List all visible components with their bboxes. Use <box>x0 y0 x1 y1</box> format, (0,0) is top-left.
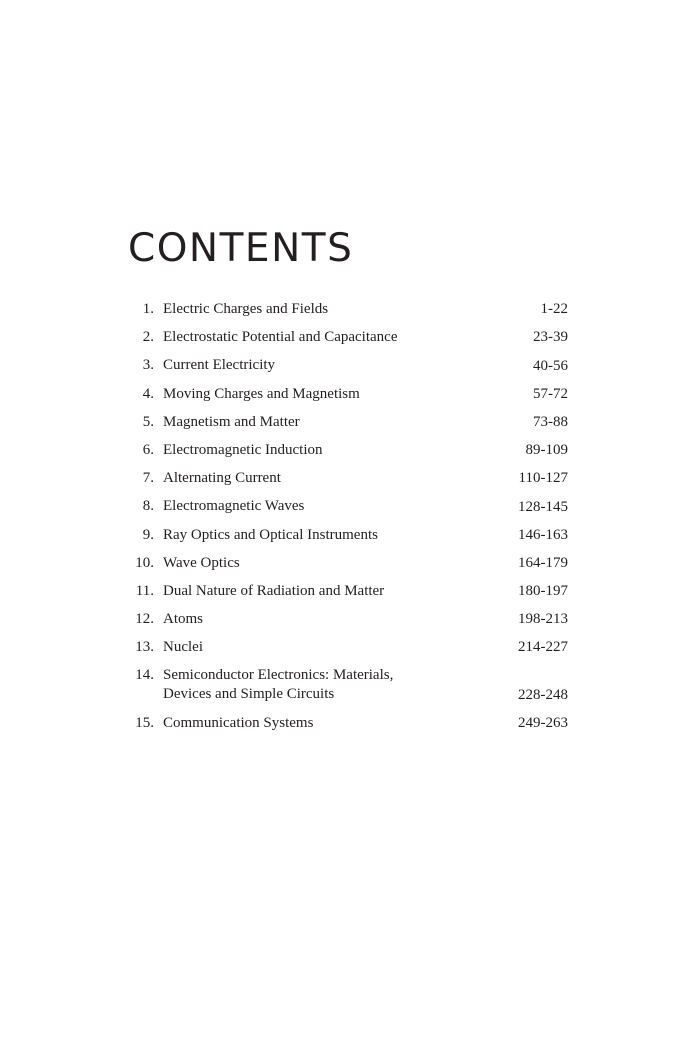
chapter-title: Magnetism and Matter <box>163 413 300 430</box>
chapter-number: 15. <box>135 714 154 731</box>
chapter-title <box>154 661 498 704</box>
page-range: 73-88 <box>533 413 568 430</box>
toc-entry-4[interactable] <box>128 380 568 408</box>
page-range: 228-248 <box>518 686 568 703</box>
toc-entry-6[interactable] <box>128 436 568 464</box>
chapter-number: 2. <box>142 329 154 346</box>
page-range: 249-263 <box>518 715 568 732</box>
page-range: 128-145 <box>518 498 568 515</box>
chapter-title: Moving Charges and Magnetism <box>163 385 360 402</box>
toc-entry-5[interactable] <box>128 408 568 436</box>
chapter-title: Communication Systems <box>163 714 314 731</box>
chapter-title: Current Electricity <box>163 357 276 374</box>
chapter-title: Electrostatic Potential and Capacitance <box>163 329 398 346</box>
chapter-title-line-1: Semiconductor Electronics: Materials, <box>163 667 394 684</box>
page-range: 40-56 <box>533 357 568 374</box>
toc-entry-14[interactable] <box>128 661 568 709</box>
table-of-contents <box>128 295 568 737</box>
chapter-number: 10. <box>135 554 154 571</box>
chapter-number: 7. <box>142 470 154 487</box>
chapter-title: Electromagnetic Waves <box>163 498 305 515</box>
toc-entry-7[interactable] <box>128 464 568 492</box>
toc-entry-15[interactable] <box>128 709 568 737</box>
toc-entry-8[interactable] <box>128 492 568 520</box>
page-range: 214-227 <box>518 639 568 656</box>
page-range: 180-197 <box>518 583 568 600</box>
chapter-number: 14. <box>135 667 154 684</box>
chapter-number: 5. <box>142 413 154 430</box>
toc-entry-9[interactable] <box>128 521 568 549</box>
chapter-title: Electromagnetic Induction <box>163 441 323 458</box>
toc-entry-12[interactable] <box>128 605 568 633</box>
page-range: 57-72 <box>533 385 568 402</box>
page-range: 1-22 <box>540 301 568 318</box>
page-range: 110-127 <box>518 470 568 487</box>
page-range: 89-109 <box>525 442 568 459</box>
chapter-number: 13. <box>135 639 154 656</box>
page-title: CONTENTS <box>128 226 354 271</box>
toc-entry-1[interactable] <box>128 295 568 323</box>
toc-entry-2[interactable] <box>128 323 568 351</box>
chapter-title: Alternating Current <box>163 470 281 487</box>
chapter-number: 11. <box>135 582 154 599</box>
chapter-title: Electric Charges and Fields <box>163 301 329 317</box>
page-range: 198-213 <box>518 611 568 628</box>
toc-entry-3[interactable] <box>128 351 568 379</box>
chapter-number: 12. <box>135 611 154 628</box>
chapter-number: 9. <box>142 526 154 543</box>
chapter-title: Nuclei <box>163 639 203 656</box>
chapter-title: Dual Nature of Radiation and Matter <box>163 582 385 599</box>
page-range: 146-163 <box>518 526 568 543</box>
toc-entry-13[interactable] <box>128 633 568 661</box>
chapter-title: Atoms <box>163 611 204 628</box>
toc-entry-10[interactable] <box>128 549 568 577</box>
chapter-title-line-2: Devices and Simple Circuits <box>163 686 335 703</box>
chapter-number: 6. <box>142 441 154 458</box>
chapter-number: 8. <box>142 498 154 515</box>
toc-entry-11[interactable] <box>128 577 568 605</box>
chapter-number: 3. <box>142 357 154 374</box>
chapter-number: 4. <box>142 385 154 402</box>
chapter-number: 1. <box>142 301 154 317</box>
page-range: 23-39 <box>533 329 568 346</box>
page-range: 164-179 <box>518 554 568 571</box>
chapter-title: Ray Optics and Optical Instruments <box>163 526 378 543</box>
chapter-title: Wave Optics <box>163 554 240 571</box>
